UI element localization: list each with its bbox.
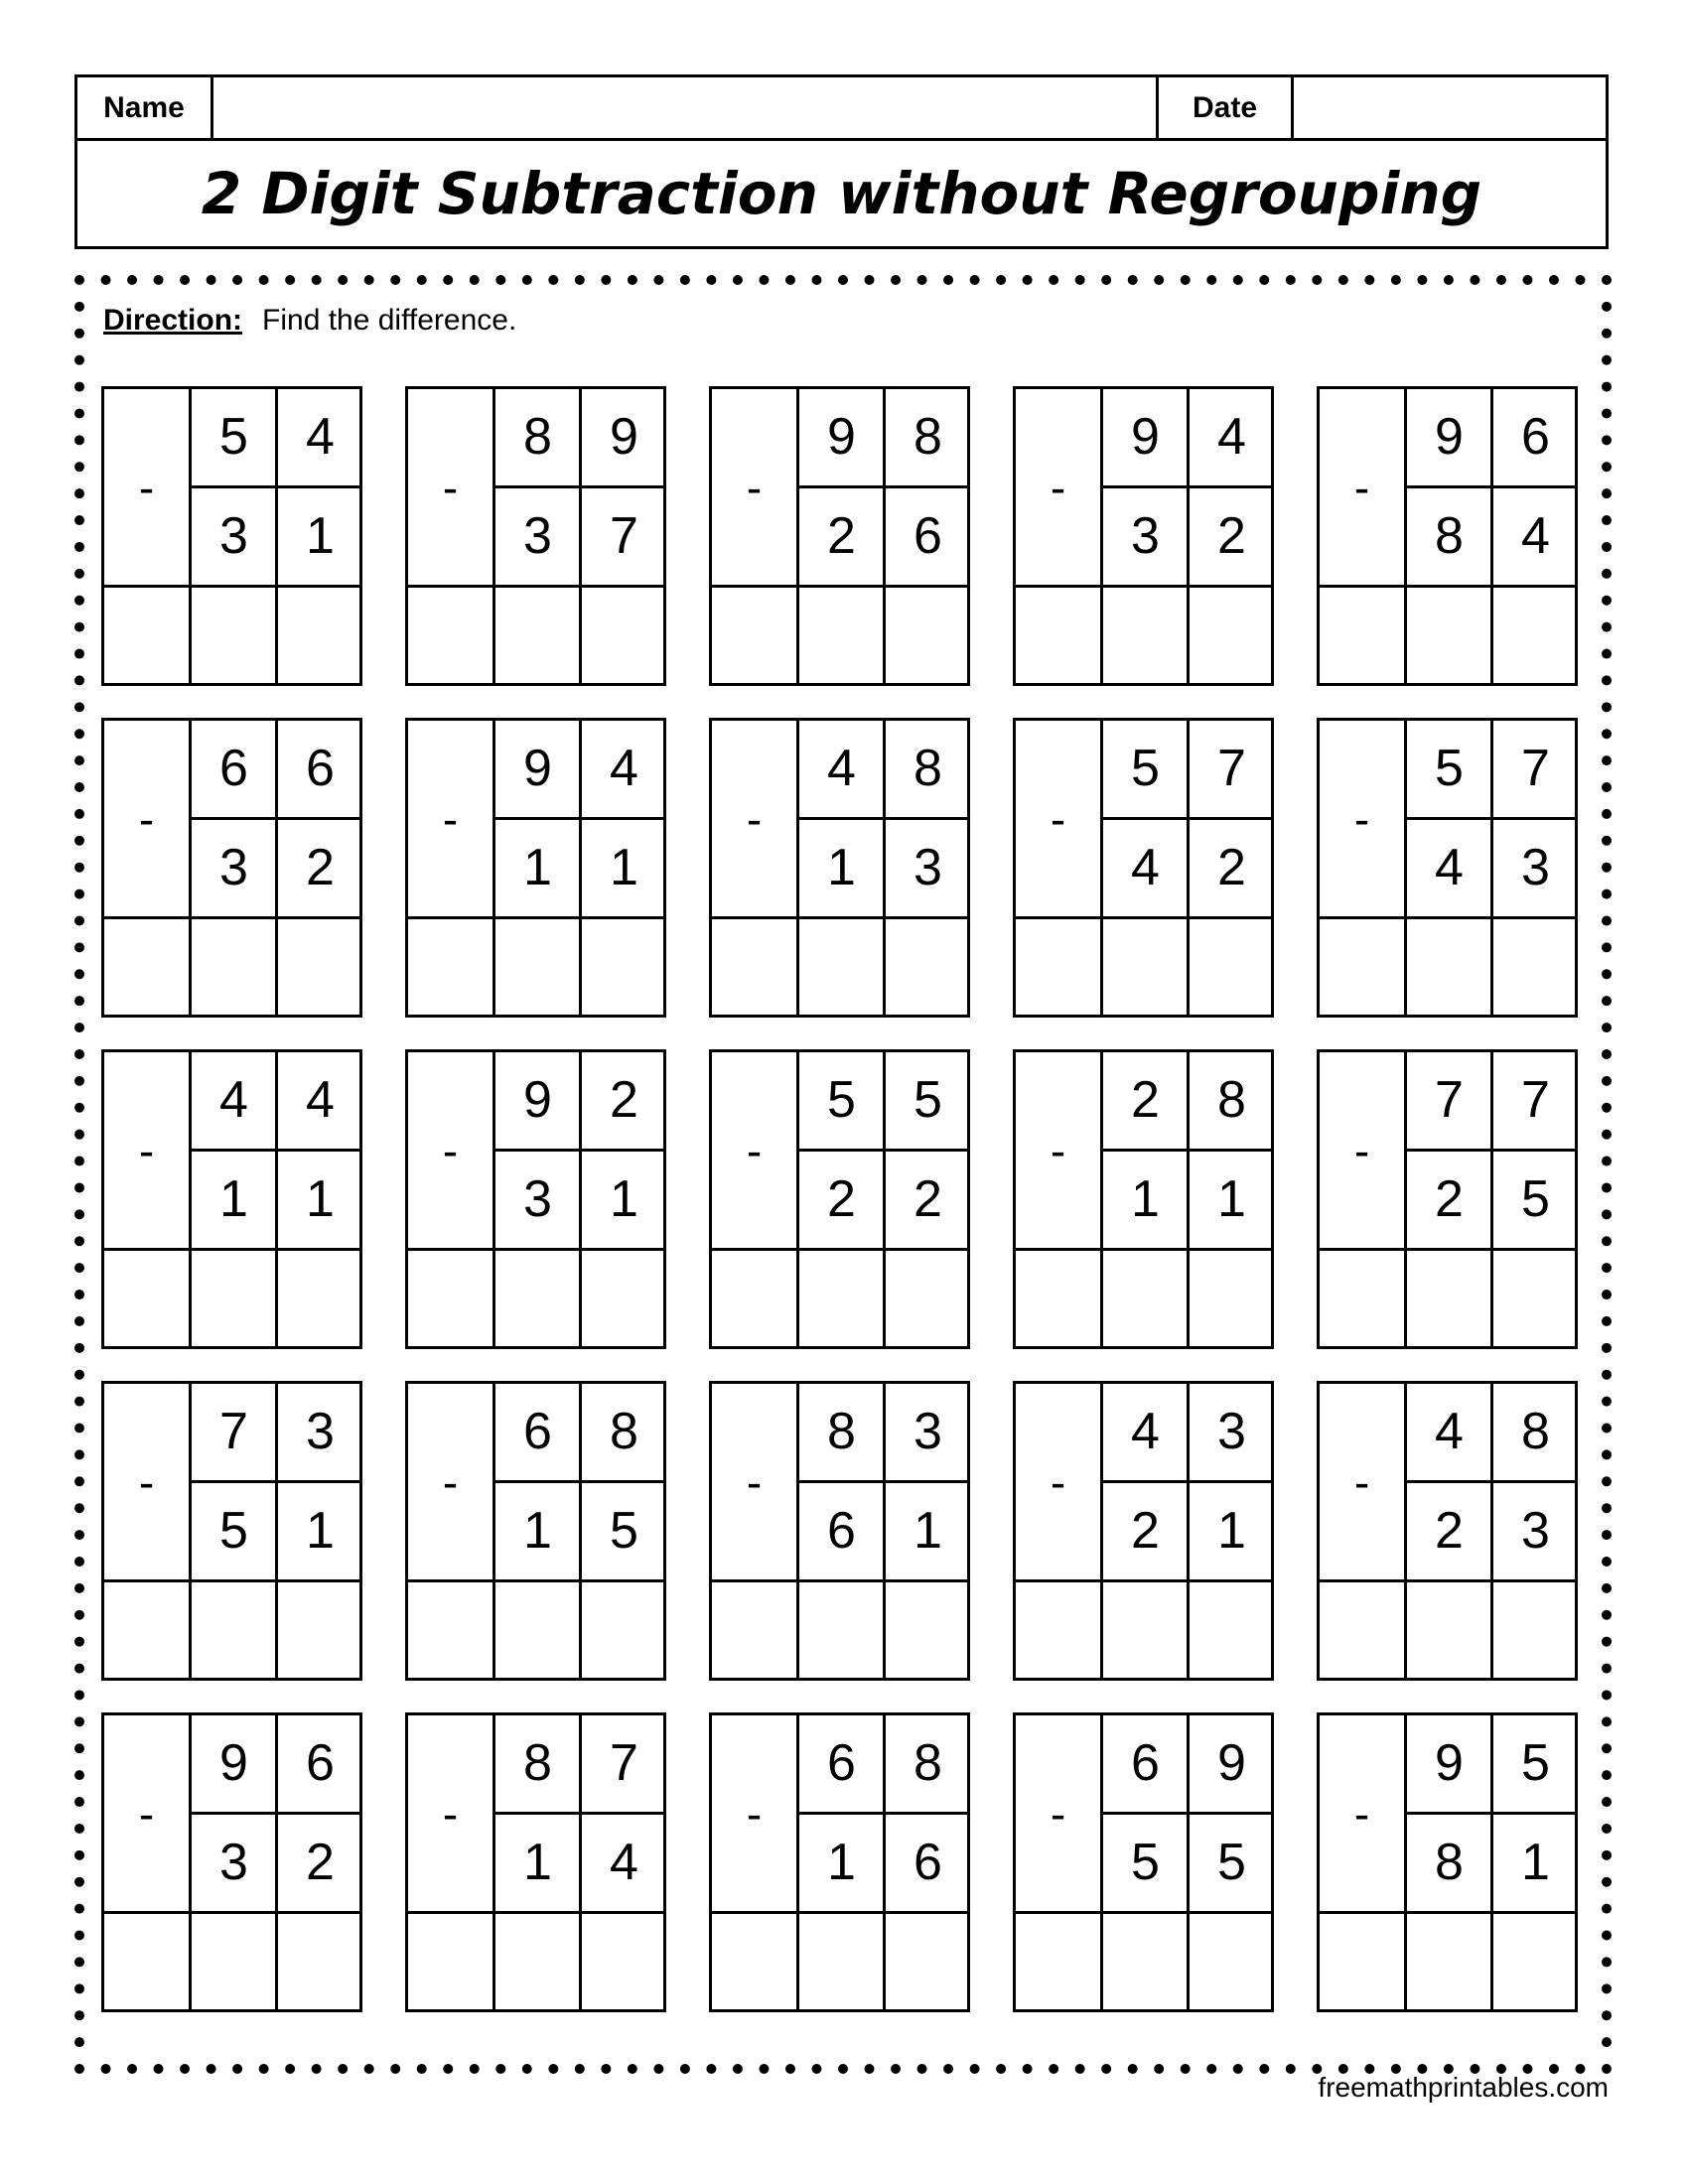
answer-tens-box[interactable] [495, 1582, 579, 1678]
answer-ones-box[interactable] [1493, 1914, 1577, 2009]
answer-ones-box[interactable] [886, 1251, 969, 1346]
answer-tens-box[interactable] [495, 1251, 579, 1346]
minuend-ones: 7 [1521, 740, 1550, 797]
answer-tens-box[interactable] [799, 1251, 883, 1346]
problem-25 [1317, 1712, 1578, 2012]
minuend-tens: 6 [219, 740, 248, 797]
subtrahend-ones: 1 [610, 1170, 638, 1228]
problem-16 [101, 1381, 362, 1681]
subtrahend-tens: 1 [827, 1834, 856, 1891]
answer-hundreds-box[interactable] [1320, 1582, 1403, 1678]
subtrahend-ones: 5 [1521, 1170, 1550, 1228]
subtrahend-tens: 5 [1131, 1834, 1160, 1891]
problem-12 [405, 1049, 666, 1349]
answer-ones-box[interactable] [1493, 1251, 1577, 1346]
minus-sign: - [138, 461, 155, 513]
answer-hundreds-box[interactable] [104, 1251, 188, 1346]
subtrahend-tens: 1 [827, 839, 856, 896]
subtrahend-ones: 2 [1217, 839, 1246, 896]
minus-sign: - [138, 1455, 155, 1508]
answer-ones-box[interactable] [278, 1582, 361, 1678]
answer-tens-box[interactable] [1103, 1914, 1187, 2009]
answer-hundreds-box[interactable] [1320, 588, 1403, 683]
answer-tens-box[interactable] [1103, 1582, 1187, 1678]
minuend-ones: 6 [306, 740, 335, 797]
subtrahend-tens: 5 [219, 1502, 248, 1560]
minus-sign: - [442, 461, 459, 513]
answer-tens-box[interactable] [495, 1914, 579, 2009]
minus-sign: - [1353, 461, 1370, 513]
answer-tens-box[interactable] [1407, 588, 1490, 683]
minuend-tens: 7 [1435, 1071, 1464, 1129]
answer-ones-box[interactable] [582, 1251, 665, 1346]
direction [103, 304, 516, 338]
answer-ones-box[interactable] [278, 919, 361, 1015]
minus-sign: - [1050, 1787, 1066, 1840]
minus-sign: - [442, 1455, 459, 1508]
minus-sign: - [442, 1124, 459, 1176]
answer-hundreds-box[interactable] [712, 1582, 795, 1678]
minuend-tens: 4 [219, 1071, 248, 1129]
answer-ones-box[interactable] [278, 1251, 361, 1346]
subtrahend-tens: 3 [523, 507, 552, 565]
answer-hundreds-box[interactable] [712, 588, 795, 683]
subtrahend-ones: 7 [610, 507, 638, 565]
minus-sign: - [1050, 792, 1066, 845]
subtrahend-tens: 3 [523, 1170, 552, 1228]
minus-sign: - [746, 1124, 763, 1176]
answer-ones-box[interactable] [1190, 919, 1273, 1015]
answer-tens-box[interactable] [799, 1914, 883, 2009]
minuend-ones: 8 [914, 1734, 942, 1792]
minuend-ones: 8 [914, 740, 942, 797]
minus-sign: - [138, 1124, 155, 1176]
subtrahend-tens: 3 [219, 839, 248, 896]
answer-hundreds-box[interactable] [408, 1914, 492, 2009]
answer-ones-box[interactable] [582, 1914, 665, 2009]
problem-22 [405, 1712, 666, 2012]
minuend-ones: 3 [306, 1403, 335, 1460]
problem-20 [1317, 1381, 1578, 1681]
answer-hundreds-box[interactable] [1016, 1251, 1099, 1346]
minuend-tens: 5 [1131, 740, 1160, 797]
subtrahend-ones: 2 [1217, 507, 1246, 565]
minuend-tens: 4 [1435, 1403, 1464, 1460]
problem-8 [709, 718, 970, 1018]
minuend-ones: 7 [1217, 740, 1246, 797]
subtrahend-ones: 1 [610, 839, 638, 896]
answer-ones-box[interactable] [582, 1582, 665, 1678]
minuend-ones: 4 [306, 408, 335, 466]
date-label: Date [1159, 77, 1294, 138]
minuend-ones: 3 [1217, 1403, 1246, 1460]
subtrahend-ones: 1 [306, 1502, 335, 1560]
subtrahend-ones: 6 [914, 507, 942, 565]
minus-sign: - [442, 1787, 459, 1840]
answer-hundreds-box[interactable] [408, 1582, 492, 1678]
minuend-ones: 8 [914, 408, 942, 466]
minuend-tens: 7 [219, 1403, 248, 1460]
minuend-ones: 9 [610, 408, 638, 466]
minuend-ones: 3 [914, 1403, 942, 1460]
minuend-tens: 9 [1435, 408, 1464, 466]
subtrahend-ones: 1 [1521, 1834, 1550, 1891]
minuend-tens: 4 [827, 740, 856, 797]
minus-sign: - [1353, 1787, 1370, 1840]
minuend-tens: 2 [1131, 1071, 1160, 1129]
answer-ones-box[interactable] [278, 1914, 361, 2009]
subtrahend-tens: 1 [523, 1502, 552, 1560]
subtrahend-tens: 4 [1435, 839, 1464, 896]
answer-tens-box[interactable] [1407, 1582, 1490, 1678]
problem-3 [709, 386, 970, 686]
answer-ones-box[interactable] [1493, 588, 1577, 683]
minuend-ones: 6 [1521, 408, 1550, 466]
minuend-ones: 7 [610, 1734, 638, 1792]
problem-9 [1013, 718, 1274, 1018]
subtrahend-tens: 8 [1435, 507, 1464, 565]
minuend-ones: 4 [306, 1071, 335, 1129]
subtrahend-tens: 1 [1131, 1170, 1160, 1228]
answer-tens-box[interactable] [192, 1251, 275, 1346]
minuend-ones: 4 [1217, 408, 1246, 466]
answer-tens-box[interactable] [799, 588, 883, 683]
problem-19 [1013, 1381, 1274, 1681]
subtrahend-tens: 2 [1435, 1502, 1464, 1560]
subtrahend-tens: 2 [1131, 1502, 1160, 1560]
answer-tens-box[interactable] [1103, 588, 1187, 683]
subtrahend-tens: 1 [523, 1834, 552, 1891]
subtrahend-ones: 1 [306, 1170, 335, 1228]
answer-hundreds-box[interactable] [104, 919, 188, 1015]
problem-11 [101, 1049, 362, 1349]
answer-ones-box[interactable] [886, 919, 969, 1015]
minuend-tens: 5 [827, 1071, 856, 1129]
subtrahend-tens: 3 [219, 1834, 248, 1891]
minus-sign: - [746, 1787, 763, 1840]
problem-4 [1013, 386, 1274, 686]
minus-sign: - [1050, 1124, 1066, 1176]
minuend-ones: 8 [1521, 1403, 1550, 1460]
answer-hundreds-box[interactable] [1016, 919, 1099, 1015]
answer-ones-box[interactable] [886, 588, 969, 683]
minuend-ones: 7 [1521, 1071, 1550, 1129]
minuend-tens: 8 [523, 1734, 552, 1792]
minuend-tens: 6 [523, 1403, 552, 1460]
answer-ones-box[interactable] [1190, 1251, 1273, 1346]
subtrahend-tens: 2 [827, 507, 856, 565]
worksheet-title: 2 Digit Subtraction without Regrouping [201, 160, 1482, 227]
minus-sign: - [442, 792, 459, 845]
subtrahend-tens: 4 [1131, 839, 1160, 896]
problem-7 [405, 718, 666, 1018]
answer-ones-box[interactable] [1493, 1582, 1577, 1678]
minuend-tens: 6 [827, 1734, 856, 1792]
answer-hundreds-box[interactable] [104, 1582, 188, 1678]
answer-tens-box[interactable] [192, 919, 275, 1015]
minuend-ones: 5 [1521, 1734, 1550, 1792]
minus-sign: - [138, 1787, 155, 1840]
name-label: Name [77, 77, 213, 138]
subtrahend-tens: 1 [523, 839, 552, 896]
answer-tens-box[interactable] [1103, 1251, 1187, 1346]
minus-sign: - [1353, 792, 1370, 845]
subtrahend-tens: 2 [1435, 1170, 1464, 1228]
minus-sign: - [1353, 1455, 1370, 1508]
subtrahend-ones: 1 [1217, 1170, 1246, 1228]
subtrahend-tens: 3 [1131, 507, 1160, 565]
problem-2 [405, 386, 666, 686]
minuend-tens: 9 [1435, 1734, 1464, 1792]
subtrahend-ones: 3 [1521, 1502, 1550, 1560]
problem-6 [101, 718, 362, 1018]
answer-hundreds-box[interactable] [1320, 919, 1403, 1015]
minuend-tens: 8 [523, 408, 552, 466]
problem-18 [709, 1381, 970, 1681]
answer-hundreds-box[interactable] [408, 919, 492, 1015]
answer-hundreds-box[interactable] [1016, 1914, 1099, 2009]
subtrahend-ones: 6 [914, 1834, 942, 1891]
subtrahend-ones: 1 [1217, 1502, 1246, 1560]
answer-tens-box[interactable] [1407, 919, 1490, 1015]
subtrahend-tens: 2 [827, 1170, 856, 1228]
minuend-ones: 4 [610, 740, 638, 797]
answer-hundreds-box[interactable] [1320, 1914, 1403, 2009]
answer-hundreds-box[interactable] [1320, 1251, 1403, 1346]
answer-hundreds-box[interactable] [712, 919, 795, 1015]
minus-sign: - [1353, 1124, 1370, 1176]
minuend-ones: 8 [1217, 1071, 1246, 1129]
problem-10 [1317, 718, 1578, 1018]
minuend-tens: 5 [1435, 740, 1464, 797]
answer-hundreds-box[interactable] [712, 1914, 795, 2009]
answer-ones-box[interactable] [1190, 1914, 1273, 2009]
subtrahend-ones: 5 [1217, 1834, 1246, 1891]
answer-tens-box[interactable] [1407, 1251, 1490, 1346]
answer-tens-box[interactable] [495, 919, 579, 1015]
minuend-tens: 9 [219, 1734, 248, 1792]
minus-sign: - [746, 792, 763, 845]
answer-tens-box[interactable] [799, 919, 883, 1015]
minuend-ones: 2 [610, 1071, 638, 1129]
footer-site: freemathprintables.com [1318, 2072, 1609, 2103]
answer-ones-box[interactable] [1493, 919, 1577, 1015]
answer-tens-box[interactable] [495, 588, 579, 683]
subtrahend-ones: 2 [914, 1170, 942, 1228]
answer-ones-box[interactable] [1190, 1582, 1273, 1678]
problem-15 [1317, 1049, 1578, 1349]
answer-hundreds-box[interactable] [1016, 1582, 1099, 1678]
answer-hundreds-box[interactable] [104, 1914, 188, 2009]
subtrahend-ones: 4 [610, 1834, 638, 1891]
subtrahend-tens: 6 [827, 1502, 856, 1560]
minuend-tens: 9 [523, 740, 552, 797]
subtrahend-tens: 1 [219, 1170, 248, 1228]
problem-17 [405, 1381, 666, 1681]
answer-tens-box[interactable] [192, 1914, 275, 2009]
minus-sign: - [138, 792, 155, 845]
minuend-ones: 5 [914, 1071, 942, 1129]
answer-hundreds-box[interactable] [408, 1251, 492, 1346]
answer-ones-box[interactable] [886, 1582, 969, 1678]
direction-text: Find the difference. [262, 304, 517, 337]
minus-sign: - [1050, 461, 1066, 513]
subtrahend-ones: 1 [914, 1502, 942, 1560]
subtrahend-ones: 5 [610, 1502, 638, 1560]
problem-23 [709, 1712, 970, 2012]
answer-tens-box[interactable] [1407, 1914, 1490, 2009]
subtrahend-ones: 3 [914, 839, 942, 896]
problem-1 [101, 386, 362, 686]
answer-tens-box[interactable] [192, 588, 275, 683]
answer-tens-box[interactable] [1103, 919, 1187, 1015]
answer-ones-box[interactable] [278, 588, 361, 683]
problem-14 [1013, 1049, 1274, 1349]
problem-24 [1013, 1712, 1274, 2012]
answer-ones-box[interactable] [1190, 588, 1273, 683]
answer-ones-box[interactable] [886, 1914, 969, 2009]
minuend-ones: 9 [1217, 1734, 1246, 1792]
minuend-tens: 9 [523, 1071, 552, 1129]
minuend-ones: 6 [306, 1734, 335, 1792]
minus-sign: - [1050, 1455, 1066, 1508]
subtrahend-ones: 3 [1521, 839, 1550, 896]
problem-5 [1317, 386, 1578, 686]
minuend-tens: 9 [827, 408, 856, 466]
problem-13 [709, 1049, 970, 1349]
subtrahend-ones: 1 [306, 507, 335, 565]
minuend-tens: 9 [1131, 408, 1160, 466]
answer-hundreds-box[interactable] [712, 1251, 795, 1346]
minus-sign: - [746, 461, 763, 513]
answer-ones-box[interactable] [582, 919, 665, 1015]
minus-sign: - [746, 1455, 763, 1508]
subtrahend-ones: 4 [1521, 507, 1550, 565]
answer-ones-box[interactable] [582, 588, 665, 683]
minuend-tens: 4 [1131, 1403, 1160, 1460]
answer-hundreds-box[interactable] [408, 588, 492, 683]
direction-label: Direction: [103, 304, 243, 337]
subtrahend-tens: 8 [1435, 1834, 1464, 1891]
subtrahend-tens: 3 [219, 507, 248, 565]
minuend-tens: 5 [219, 408, 248, 466]
answer-tens-box[interactable] [192, 1582, 275, 1678]
answer-hundreds-box[interactable] [1016, 588, 1099, 683]
answer-tens-box[interactable] [799, 1582, 883, 1678]
answer-hundreds-box[interactable] [104, 588, 188, 683]
minuend-tens: 8 [827, 1403, 856, 1460]
subtrahend-ones: 2 [306, 1834, 335, 1891]
problem-21 [101, 1712, 362, 2012]
minuend-tens: 6 [1131, 1734, 1160, 1792]
minuend-ones: 8 [610, 1403, 638, 1460]
subtrahend-ones: 2 [306, 839, 335, 896]
